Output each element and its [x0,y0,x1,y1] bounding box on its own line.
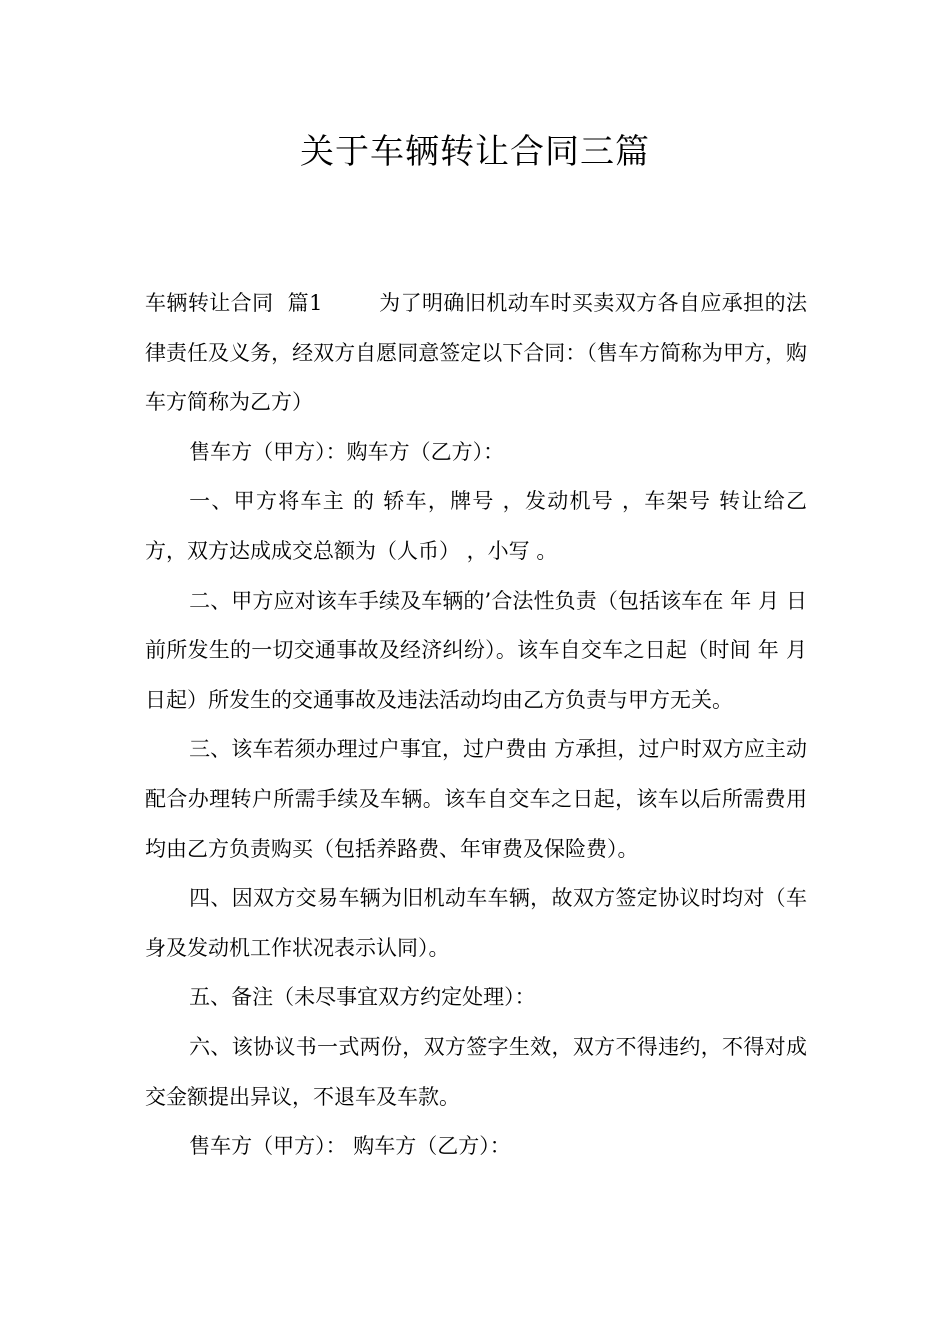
heading-gap [322,291,379,315]
intro-paragraph [145,279,807,428]
clause-4: 四、因双方交易车辆为旧机动车车辆，故双方签定协议时均对（车身及发动机工作状况表示认同）。 [145,886,807,960]
clause-5: 五、备注（未尽事宜双方约定处理）： [189,985,536,1010]
parties-line: 售车方（甲方）：购车方（乙方）： [189,439,505,464]
contract-heading: 车辆转让合同 篇1 [145,291,323,315]
intro-text: 为了明确旧机动车时买卖双方各自应承担的法律责任及义务，经双方自愿同意签定以下合同：（售车方简称为甲方，购车方简称为乙方） [145,291,808,415]
clause-3: 三、该车若须办理过户事宜，过户费由 方承担，过户时双方应主动配合办理转户所需手续及车辆。该车自交车之日起，该车以后所需费用均由乙方负责购买（包括养路费、年审费及保险费）。 [145,737,807,861]
document-title: 关于车辆转让合同三篇 [300,132,650,172]
signature-line: 售车方（甲方）： 购车方（乙方）： [189,1134,511,1159]
clause-1: 一、甲方将车主 的 轿车，牌号 ，发动机号 ，车架号 转让给乙方，双方达成成交总额为（人币） ，小写 。 [145,489,807,563]
clause-2: 二、甲方应对该车手续及车辆的’合法性负责（包括该车在 年 月 日前所发生的一切交通事故及经济纠纷）。该车自交车之日起（时间 年 月 日起）所发生的交通事故及违法活动均由乙方负责与甲方无关。 [145,588,807,712]
document-body [145,279,807,1172]
clause-6: 六、该协议书一式两份，双方签字生效，双方不得违约，不得对成交金额提出异议，不退车及车款。 [145,1034,807,1109]
